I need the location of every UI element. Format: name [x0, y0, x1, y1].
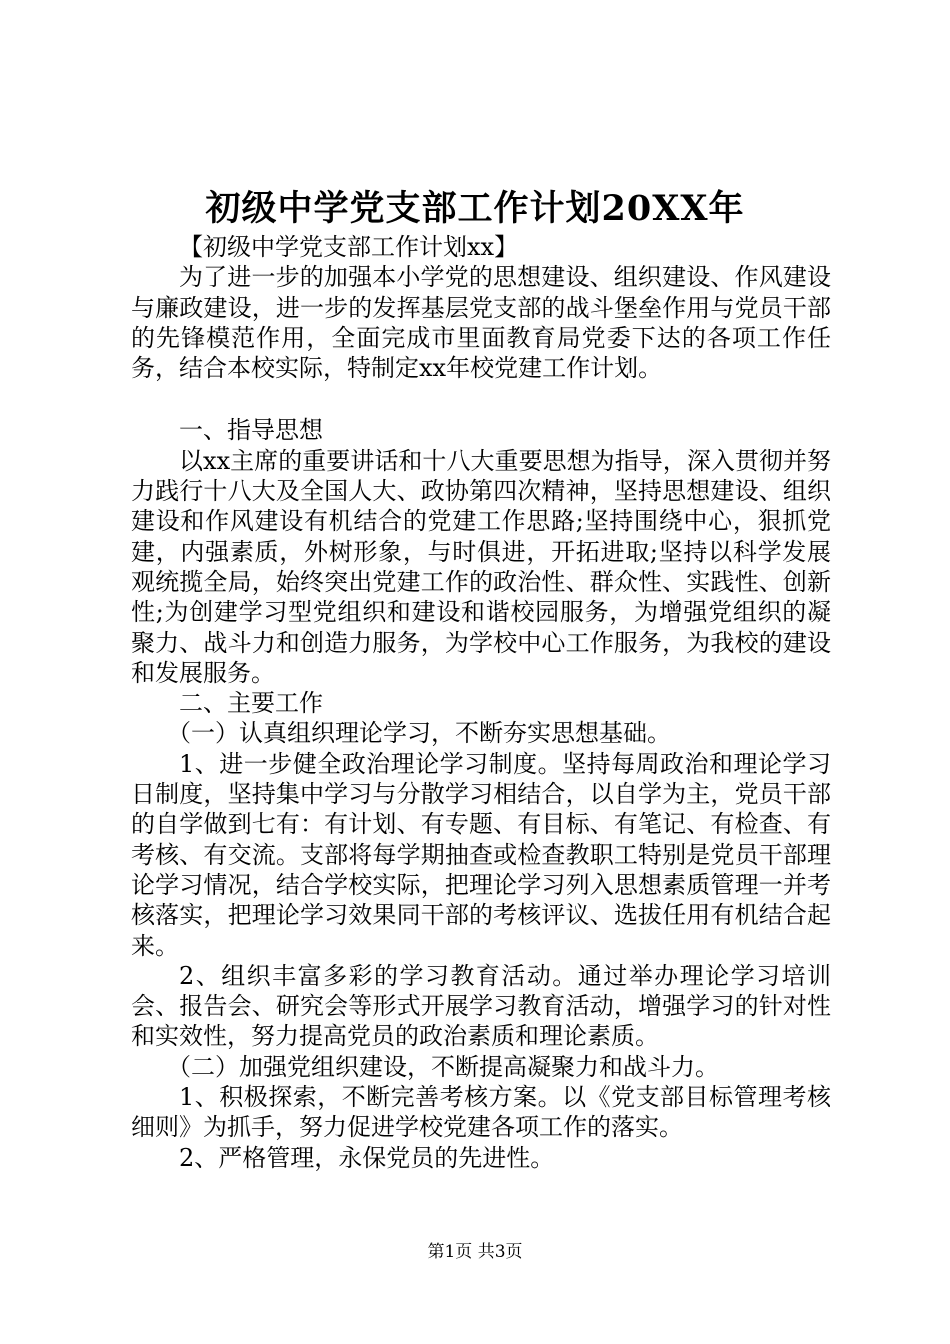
section-heading-guiding-ideology: 一、指导思想: [179, 416, 323, 445]
paragraph-item-2: 2、组织丰富多彩的学习教育活动。通过举办理论学习培训会、报告会、研究会等形式开展学习教育活动，增强学习的针对性和实效性，努力提高党员的政治素质和理论素质。: [131, 961, 831, 1051]
paragraph-item-3: 1、积极探索，不断完善考核方案。以《党支部目标管理考核细则》为抓手，努力促进学校党建各项工作的落实。: [131, 1083, 831, 1142]
paragraph-intro: 为了进一步的加强本小学党的思想建设、组织建设、作风建设与廉政建设，进一步的发挥基层党支部的战斗堡垒作用与党员干部的先锋模范作用，全面完成市里面教育局党委下达的各项工作任务，结合本校实际，特制定xx年校党建工作计划。: [131, 263, 831, 383]
paragraph-item-1: 1、进一步健全政治理论学习制度。坚持每周政治和理论学习日制度，坚持集中学习与分散学习相结合，以自学为主，党员干部的自学做到七有：有计划、有专题、有目标、有笔记、有检查、有考核、有交流。支部将每学期抽查或检查教职工特别是党员干部理论学习情况，结合学校实际，把理论学习列入思想素质管理一并考核落实，把理论学习效果同干部的考核评议、选拔任用有机结合起来。: [131, 749, 831, 960]
subsection-heading-party-building: （二）加强党组织建设，不断提高凝聚力和战斗力。: [167, 1052, 719, 1081]
subsection-heading-theory-study: （一）认真组织理论学习，不断夯实思想基础。: [167, 719, 671, 748]
paragraph-guiding-ideology: 以xx主席的重要讲话和十八大重要思想为指导，深入贯彻并努力践行十八大及全国人大、政协第四次精神，坚持思想建设、组织建设和作风建设有机结合的党建工作思路;坚持围绕中心，狠抓党建，内强素质，外树形象，与时俱进，开拓进取;坚持以科学发展观统揽全局，始终突出党建工作的政治性、群众性、实践性、创新性;为创建学习型党组织和建设和谐校园服务，为增强党组织的凝聚力、战斗力和创造力服务，为学校中心工作服务，为我校的建设和发展服务。: [131, 446, 831, 687]
paragraph-item-4: 2、严格管理，永保党员的先进性。: [179, 1143, 555, 1172]
document-body: [131, 232, 831, 1173]
page-footer: 第1页 共3页: [427, 1242, 523, 1262]
document-title: 初级中学党支部工作计划20XX年: [205, 188, 745, 229]
paragraph-subtitle: 【初级中学党支部工作计划xx】: [179, 233, 519, 261]
section-heading-main-work: 二、主要工作: [179, 689, 323, 718]
